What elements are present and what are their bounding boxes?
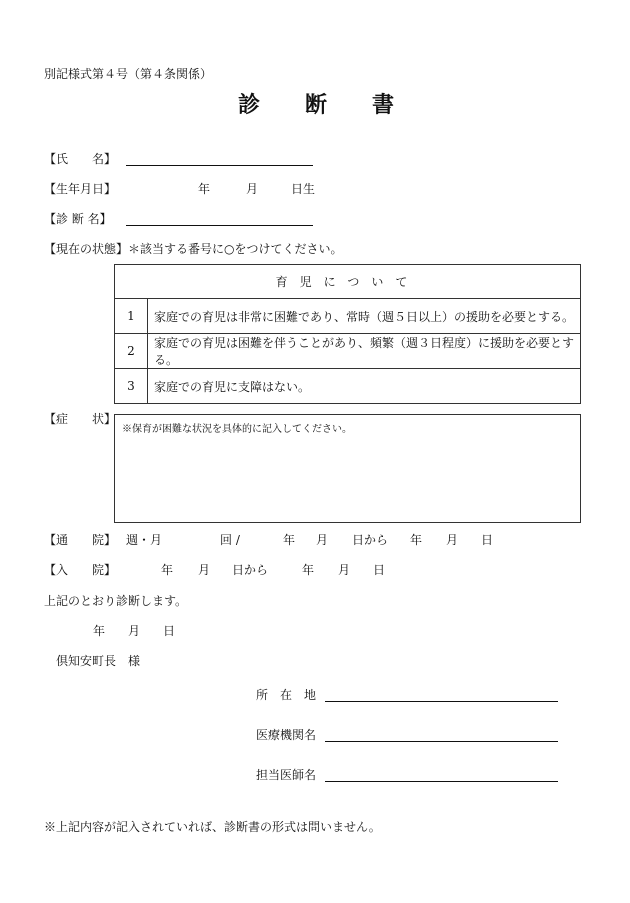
outpatient-year1-unit: 年 — [283, 533, 296, 547]
title-char-3: 書 — [372, 92, 395, 118]
hospital-year2-unit: 年 — [302, 563, 315, 577]
hospital-day2-unit: 日 — [373, 563, 386, 577]
doctor-input-line[interactable] — [325, 781, 558, 782]
hospital-month2-unit: 月 — [338, 563, 351, 577]
name-label: 【氏 名】 — [44, 152, 117, 166]
status-option-text: 家庭での育児に支障はない。 — [148, 369, 581, 404]
hospitalization-label: 【入 院】 — [44, 563, 117, 577]
status-option-number[interactable]: 1 — [115, 299, 148, 334]
page-title — [0, 94, 630, 118]
status-option-number[interactable]: 2 — [115, 334, 148, 369]
outpatient-month2-unit: 月 — [446, 533, 459, 547]
outpatient-day2-unit: 日 — [481, 533, 494, 547]
form-number: 別記様式第４号（第４条関係） — [44, 67, 213, 81]
address-input-line[interactable] — [325, 701, 558, 702]
date-year-unit: 年 — [93, 624, 106, 638]
birth-day-unit: 日生 — [291, 182, 316, 196]
title-char-1: 診 — [238, 92, 261, 118]
status-option-text: 家庭での育児は困難を伴うことがあり、頻繁（週３日程度）に援助を必要とする。 — [148, 334, 581, 369]
doctor-label: 担当医師名 — [256, 768, 317, 782]
title-char-2: 断 — [305, 92, 328, 118]
footer-note: ※上記内容が記入されていれば、診断書の形式は問いません。 — [44, 820, 381, 834]
name-input-line[interactable] — [126, 165, 313, 166]
outpatient-month1-unit: 月 — [316, 533, 329, 547]
birth-month-unit: 月 — [246, 182, 259, 196]
status-table-header: 育児について — [115, 265, 581, 299]
status-option-text: 家庭での育児は非常に困難であり、常時（週５日以上）の援助を必要とする。 — [148, 299, 581, 334]
hospital-year1-unit: 年 — [161, 563, 174, 577]
birthdate-label: 【生年月日】 — [44, 182, 117, 196]
outpatient-frequency[interactable]: 週・月 — [126, 533, 163, 547]
addressee: 倶知安町長 様 — [56, 654, 141, 668]
status-table — [114, 264, 581, 404]
symptoms-textbox[interactable] — [114, 414, 581, 523]
institution-label: 医療機関名 — [256, 728, 317, 742]
declaration-text: 上記のとおり診断します。 — [44, 594, 188, 608]
status-option-1[interactable] — [115, 299, 581, 334]
status-option-3[interactable] — [115, 369, 581, 404]
outpatient-year2-unit: 年 — [410, 533, 423, 547]
outpatient-times-unit: 回 / — [220, 533, 240, 547]
hospital-month1-unit: 月 — [198, 563, 211, 577]
status-option-number[interactable]: 3 — [115, 369, 148, 404]
institution-input-line[interactable] — [325, 741, 558, 742]
status-option-2[interactable] — [115, 334, 581, 369]
date-day-unit: 日 — [163, 624, 176, 638]
outpatient-label: 【通 院】 — [44, 533, 117, 547]
address-label: 所 在 地 — [256, 688, 317, 702]
diagnosis-input-line[interactable] — [126, 225, 313, 226]
status-label: 【現在の状態】＊該当する番号に○をつけてください。 — [44, 242, 343, 256]
birth-year-unit: 年 — [198, 182, 211, 196]
date-month-unit: 月 — [128, 624, 141, 638]
symptoms-note: ※保育が困難な状況を具体的に記入してください。 — [122, 424, 352, 435]
diagnosis-label: 【診 断 名】 — [44, 212, 112, 226]
hospital-from-unit: 日から — [232, 563, 269, 577]
outpatient-from-unit: 日から — [352, 533, 389, 547]
symptoms-label: 【症 状】 — [44, 412, 117, 426]
